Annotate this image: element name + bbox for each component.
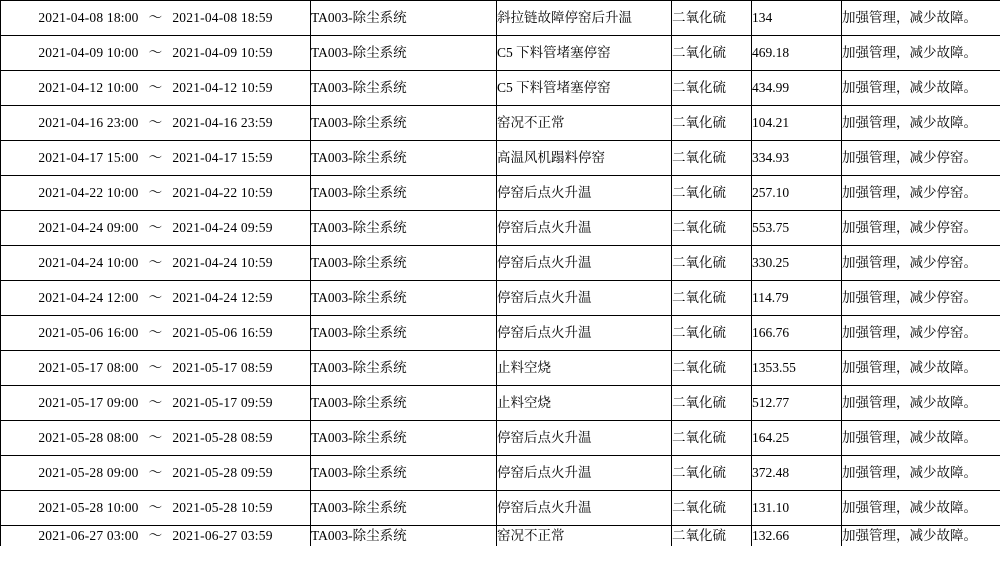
cell-pollutant: 二氧化硫 bbox=[672, 316, 752, 351]
cell-time-range bbox=[1, 246, 311, 281]
cell-time-range bbox=[1, 211, 311, 246]
table-row bbox=[1, 71, 1000, 106]
cell-pollutant: 二氧化硫 bbox=[672, 106, 752, 141]
time-start: 2021-04-24 12:00 bbox=[38, 290, 139, 305]
cell-time-range bbox=[1, 491, 311, 526]
cell-reason: 止料空烧 bbox=[497, 351, 672, 386]
time-end: 2021-04-09 10:59 bbox=[172, 45, 273, 60]
cell-pollutant: 二氧化硫 bbox=[672, 176, 752, 211]
cell-time-range bbox=[1, 421, 311, 456]
cell-value: 134 bbox=[752, 1, 842, 36]
table-row bbox=[1, 211, 1000, 246]
time-separator: ～ bbox=[148, 185, 163, 200]
time-separator: ～ bbox=[148, 395, 163, 410]
time-end: 2021-05-17 09:59 bbox=[172, 395, 273, 410]
cell-reason: 停窑后点火升温 bbox=[497, 176, 672, 211]
cell-time-range bbox=[1, 141, 311, 176]
table-row bbox=[1, 491, 1000, 526]
cell-reason: 高温风机蹋料停窑 bbox=[497, 141, 672, 176]
time-end: 2021-05-28 10:59 bbox=[172, 500, 273, 515]
time-separator: ～ bbox=[148, 290, 163, 305]
cell-measure: 加强管理，减少故障。 bbox=[842, 106, 1000, 141]
cell-value: 434.99 bbox=[752, 71, 842, 106]
cell-value: 114.79 bbox=[752, 281, 842, 316]
cell-value: 166.76 bbox=[752, 316, 842, 351]
time-separator: ～ bbox=[148, 528, 163, 543]
cell-system: TA003-除尘系统 bbox=[311, 421, 497, 456]
time-separator: ～ bbox=[148, 150, 163, 165]
time-start: 2021-05-28 09:00 bbox=[38, 465, 139, 480]
cell-value: 553.75 bbox=[752, 211, 842, 246]
time-start: 2021-04-08 18:00 bbox=[38, 10, 139, 25]
cell-reason: 停窑后点火升温 bbox=[497, 246, 672, 281]
cell-pollutant: 二氧化硫 bbox=[672, 211, 752, 246]
time-end: 2021-04-24 10:59 bbox=[172, 255, 273, 270]
cell-reason: 停窑后点火升温 bbox=[497, 316, 672, 351]
cell-value: 131.10 bbox=[752, 491, 842, 526]
time-start: 2021-04-16 23:00 bbox=[38, 115, 139, 130]
table-row bbox=[1, 526, 1000, 547]
cell-measure: 加强管理，减少故障。 bbox=[842, 491, 1000, 526]
cell-measure: 加强管理，减少停窑。 bbox=[842, 316, 1000, 351]
cell-time-range bbox=[1, 106, 311, 141]
cell-pollutant: 二氧化硫 bbox=[672, 1, 752, 36]
table-row bbox=[1, 246, 1000, 281]
cell-pollutant: 二氧化硫 bbox=[672, 246, 752, 281]
table-row bbox=[1, 421, 1000, 456]
cell-time-range bbox=[1, 176, 311, 211]
cell-reason: C5 下料管堵塞停窑 bbox=[497, 71, 672, 106]
cell-system: TA003-除尘系统 bbox=[311, 526, 497, 547]
time-end: 2021-05-28 09:59 bbox=[172, 465, 273, 480]
time-start: 2021-04-09 10:00 bbox=[38, 45, 139, 60]
time-separator: ～ bbox=[148, 80, 163, 95]
cell-measure: 加强管理，减少故障。 bbox=[842, 36, 1000, 71]
cell-pollutant: 二氧化硫 bbox=[672, 491, 752, 526]
cell-time-range bbox=[1, 456, 311, 491]
cell-value: 512.77 bbox=[752, 386, 842, 421]
time-separator: ～ bbox=[148, 255, 163, 270]
time-start: 2021-04-12 10:00 bbox=[38, 80, 139, 95]
time-end: 2021-05-28 08:59 bbox=[172, 430, 273, 445]
time-end: 2021-04-24 12:59 bbox=[172, 290, 273, 305]
cell-reason: 止料空烧 bbox=[497, 386, 672, 421]
table-row bbox=[1, 386, 1000, 421]
cell-pollutant: 二氧化硫 bbox=[672, 71, 752, 106]
cell-measure: 加强管理，减少故障。 bbox=[842, 526, 1000, 547]
time-end: 2021-04-12 10:59 bbox=[172, 80, 273, 95]
cell-reason: C5 下料管堵塞停窑 bbox=[497, 36, 672, 71]
time-start: 2021-05-17 09:00 bbox=[38, 395, 139, 410]
table-row bbox=[1, 106, 1000, 141]
time-end: 2021-04-22 10:59 bbox=[172, 185, 273, 200]
cell-reason: 窑况不正常 bbox=[497, 106, 672, 141]
time-start: 2021-04-24 10:00 bbox=[38, 255, 139, 270]
time-end: 2021-04-16 23:59 bbox=[172, 115, 273, 130]
cell-measure: 加强管理，减少停窑。 bbox=[842, 281, 1000, 316]
time-start: 2021-05-28 10:00 bbox=[38, 500, 139, 515]
time-separator: ～ bbox=[148, 465, 163, 480]
cell-measure: 加强管理，减少故障。 bbox=[842, 421, 1000, 456]
cell-reason: 停窑后点火升温 bbox=[497, 281, 672, 316]
cell-system: TA003-除尘系统 bbox=[311, 141, 497, 176]
cell-measure: 加强管理，减少故障。 bbox=[842, 351, 1000, 386]
cell-reason: 斜拉链故障停窑后升温 bbox=[497, 1, 672, 36]
time-start: 2021-05-28 08:00 bbox=[38, 430, 139, 445]
time-separator: ～ bbox=[148, 45, 163, 60]
cell-reason: 窑况不正常 bbox=[497, 526, 672, 547]
cell-reason: 停窑后点火升温 bbox=[497, 211, 672, 246]
cell-system: TA003-除尘系统 bbox=[311, 246, 497, 281]
cell-system: TA003-除尘系统 bbox=[311, 36, 497, 71]
cell-measure: 加强管理，减少故障。 bbox=[842, 71, 1000, 106]
cell-pollutant: 二氧化硫 bbox=[672, 386, 752, 421]
cell-measure: 加强管理，减少故障。 bbox=[842, 456, 1000, 491]
cell-time-range bbox=[1, 281, 311, 316]
cell-pollutant: 二氧化硫 bbox=[672, 141, 752, 176]
cell-system: TA003-除尘系统 bbox=[311, 106, 497, 141]
table-row bbox=[1, 316, 1000, 351]
cell-system: TA003-除尘系统 bbox=[311, 316, 497, 351]
table-row bbox=[1, 281, 1000, 316]
cell-system: TA003-除尘系统 bbox=[311, 386, 497, 421]
cell-time-range bbox=[1, 351, 311, 386]
table-row bbox=[1, 351, 1000, 386]
time-separator: ～ bbox=[148, 430, 163, 445]
cell-value: 164.25 bbox=[752, 421, 842, 456]
cell-system: TA003-除尘系统 bbox=[311, 71, 497, 106]
cell-time-range bbox=[1, 1, 311, 36]
cell-measure: 加强管理，减少停窑。 bbox=[842, 141, 1000, 176]
cell-pollutant: 二氧化硫 bbox=[672, 281, 752, 316]
cell-time-range bbox=[1, 36, 311, 71]
cell-measure: 加强管理，减少停窑。 bbox=[842, 176, 1000, 211]
cell-reason: 停窑后点火升温 bbox=[497, 491, 672, 526]
table-row bbox=[1, 456, 1000, 491]
time-separator: ～ bbox=[148, 500, 163, 515]
cell-system: TA003-除尘系统 bbox=[311, 351, 497, 386]
time-start: 2021-06-27 03:00 bbox=[38, 528, 139, 543]
cell-pollutant: 二氧化硫 bbox=[672, 456, 752, 491]
cell-system: TA003-除尘系统 bbox=[311, 1, 497, 36]
time-end: 2021-04-08 18:59 bbox=[172, 10, 273, 25]
cell-time-range bbox=[1, 526, 311, 547]
cell-value: 1353.55 bbox=[752, 351, 842, 386]
cell-reason: 停窑后点火升温 bbox=[497, 421, 672, 456]
cell-pollutant: 二氧化硫 bbox=[672, 421, 752, 456]
cell-measure: 加强管理，减少停窑。 bbox=[842, 211, 1000, 246]
cell-system: TA003-除尘系统 bbox=[311, 456, 497, 491]
time-end: 2021-04-17 15:59 bbox=[172, 150, 273, 165]
time-start: 2021-05-17 08:00 bbox=[38, 360, 139, 375]
time-separator: ～ bbox=[148, 360, 163, 375]
time-start: 2021-04-17 15:00 bbox=[38, 150, 139, 165]
cell-measure: 加强管理，减少故障。 bbox=[842, 386, 1000, 421]
cell-system: TA003-除尘系统 bbox=[311, 491, 497, 526]
cell-value: 469.18 bbox=[752, 36, 842, 71]
cell-measure: 加强管理，减少故障。 bbox=[842, 1, 1000, 36]
time-end: 2021-05-17 08:59 bbox=[172, 360, 273, 375]
cell-pollutant: 二氧化硫 bbox=[672, 351, 752, 386]
cell-pollutant: 二氧化硫 bbox=[672, 526, 752, 547]
time-separator: ～ bbox=[148, 115, 163, 130]
time-start: 2021-04-24 09:00 bbox=[38, 220, 139, 235]
cell-measure: 加强管理，减少停窑。 bbox=[842, 246, 1000, 281]
cell-value: 330.25 bbox=[752, 246, 842, 281]
cell-time-range bbox=[1, 316, 311, 351]
cell-value: 334.93 bbox=[752, 141, 842, 176]
cell-value: 372.48 bbox=[752, 456, 842, 491]
cell-pollutant: 二氧化硫 bbox=[672, 36, 752, 71]
table-row bbox=[1, 141, 1000, 176]
time-end: 2021-05-06 16:59 bbox=[172, 325, 273, 340]
time-start: 2021-04-22 10:00 bbox=[38, 185, 139, 200]
time-separator: ～ bbox=[148, 220, 163, 235]
cell-value: 132.66 bbox=[752, 526, 842, 547]
time-end: 2021-04-24 09:59 bbox=[172, 220, 273, 235]
cell-system: TA003-除尘系统 bbox=[311, 281, 497, 316]
cell-system: TA003-除尘系统 bbox=[311, 176, 497, 211]
cell-value: 257.10 bbox=[752, 176, 842, 211]
time-start: 2021-05-06 16:00 bbox=[38, 325, 139, 340]
cell-reason: 停窑后点火升温 bbox=[497, 456, 672, 491]
table-row bbox=[1, 36, 1000, 71]
table-row bbox=[1, 1, 1000, 36]
cell-system: TA003-除尘系统 bbox=[311, 211, 497, 246]
cell-time-range bbox=[1, 386, 311, 421]
time-separator: ～ bbox=[148, 325, 163, 340]
time-separator: ～ bbox=[148, 10, 163, 25]
cell-time-range bbox=[1, 71, 311, 106]
table-row bbox=[1, 176, 1000, 211]
time-end: 2021-06-27 03:59 bbox=[172, 528, 273, 543]
cell-value: 104.21 bbox=[752, 106, 842, 141]
